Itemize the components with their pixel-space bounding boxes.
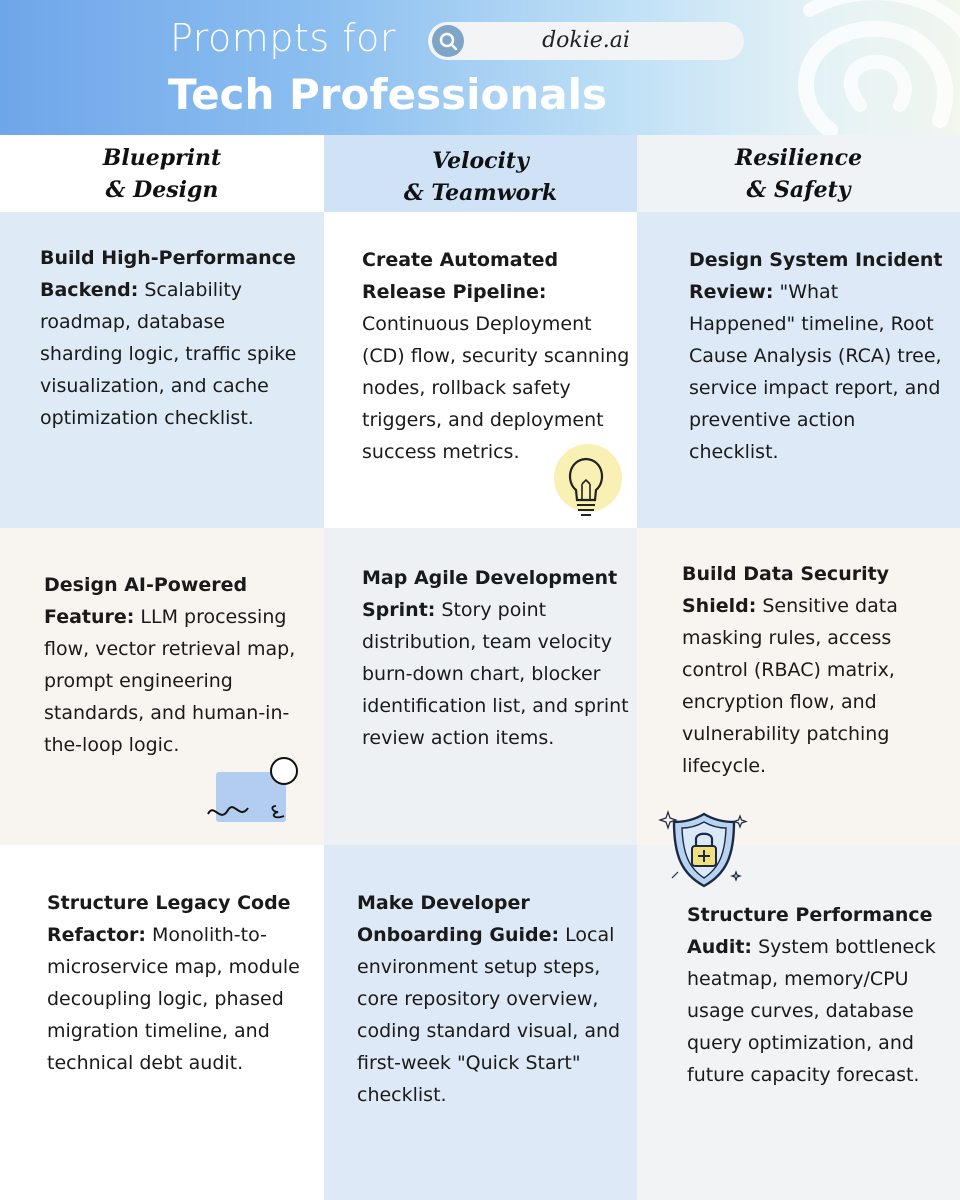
column-header-line2: & Safety — [746, 176, 851, 203]
column-header-line2: & Teamwork — [403, 179, 558, 206]
column-header-line1: Velocity — [432, 147, 529, 174]
card-title: Map Agile Development Sprint: — [362, 567, 618, 621]
card-text — [40, 242, 310, 434]
card-text — [44, 569, 308, 761]
column-header-resilience — [637, 135, 960, 212]
lightbulb-icon — [546, 444, 626, 528]
card-body: Local environment setup steps, core repository overview, coding standard visual, and first-week "Quick Start" checklist. — [357, 924, 621, 1106]
card-legacy-refactor — [0, 845, 324, 1200]
card-body: System bottleneck heatmap, memory/CPU usage curves, database query optimization, and future capacity forecast. — [687, 936, 936, 1086]
card-body: Story point distribution, team velocity burn-down chart, blocker identification list, and sprint review action items. — [362, 599, 629, 749]
shield-lock-icon — [658, 806, 750, 894]
header-title-line2: Tech Professionals — [168, 70, 607, 119]
column-header-line1: Resilience — [734, 144, 863, 171]
column-header-line2: & Design — [105, 176, 219, 203]
swirl-logo-icon — [770, 0, 960, 135]
header-title-line1: Prompts for — [170, 16, 396, 60]
card-text — [362, 244, 634, 468]
card-title: Build Data Security Shield: — [682, 563, 890, 617]
card-performance-audit — [637, 845, 960, 1200]
card-body: Continuous Deployment (CD) flow, security scanning nodes, rollback safety triggers, and deployment success metrics. — [362, 313, 630, 463]
card-body: LLM processing flow, vector retrieval map, prompt engineering standards, and human-in-the-loop logic. — [44, 606, 296, 756]
card-title: Build High-Performance Backend: — [40, 247, 296, 301]
card-onboarding-guide — [324, 845, 637, 1200]
card-release-pipeline — [324, 212, 637, 528]
card-security-shield — [637, 528, 960, 845]
doodle-decoration-icon — [200, 754, 304, 828]
column-header-velocity — [324, 135, 637, 212]
card-body: "What Happened" timeline, Root Cause Analysis (RCA) tree, service impact report, and preventive action checklist. — [689, 281, 942, 463]
column-header-blueprint — [0, 135, 324, 212]
card-ai-feature — [0, 528, 324, 845]
card-title: Design AI-Powered Feature: — [44, 574, 248, 628]
card-text — [362, 562, 634, 754]
card-title: Make Developer Onboarding Guide: — [357, 892, 560, 946]
card-title: Structure Legacy Code Refactor: — [47, 892, 291, 946]
card-text — [357, 887, 629, 1111]
column-header-line1: Blueprint — [102, 144, 222, 171]
card-body: Monolith-to-microservice map, module decoupling logic, phased migration timeline, and technical debt audit. — [47, 924, 300, 1074]
card-title: Design System Incident Review: — [689, 249, 943, 303]
card-text — [47, 887, 309, 1079]
card-title: Create Automated Release Pipeline: — [362, 249, 559, 303]
card-body: Sensitive data masking rules, access control (RBAC) matrix, encryption flow, and vulnerability patching lifecycle. — [682, 595, 898, 777]
header-banner — [0, 0, 960, 135]
card-backend — [0, 212, 324, 528]
card-text — [687, 899, 949, 1091]
card-title: Structure Performance Audit: — [687, 904, 933, 958]
card-agile-sprint — [324, 528, 637, 845]
card-body: Scalability roadmap, database sharding logic, traffic spike visualization, and cache optimization checklist. — [40, 279, 297, 429]
card-text — [689, 244, 949, 468]
card-incident-review — [637, 212, 960, 528]
search-bar[interactable] — [428, 22, 744, 60]
search-text: dokie.ai — [542, 28, 630, 53]
card-text — [682, 558, 950, 782]
